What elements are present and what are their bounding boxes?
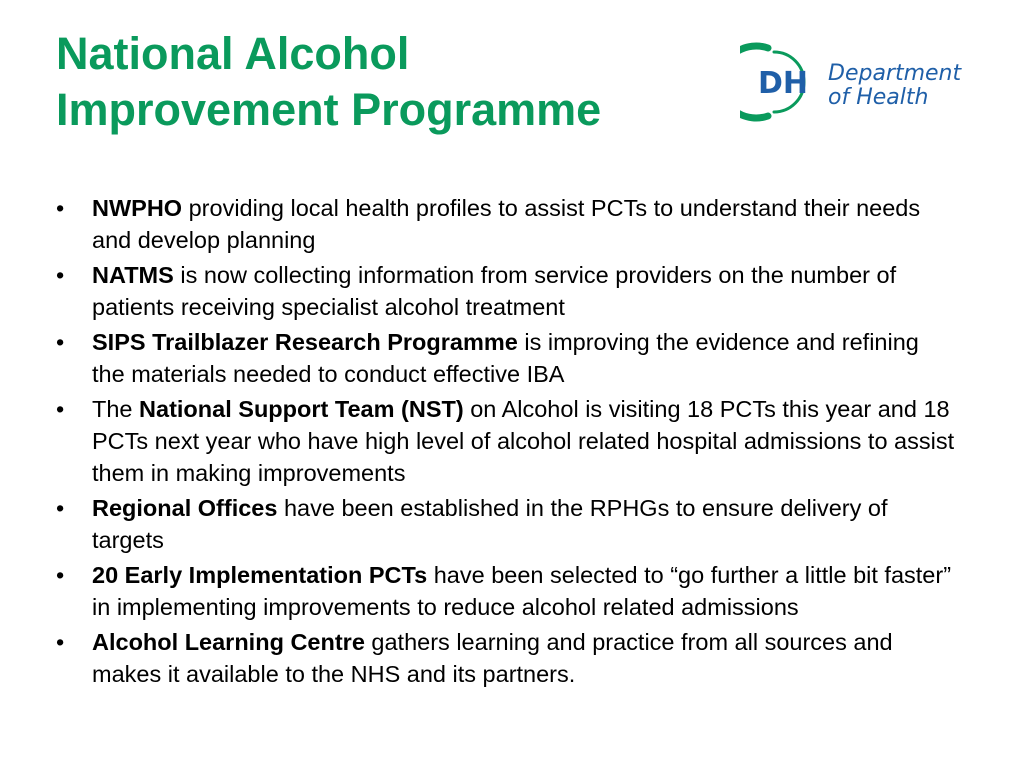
- bullet-rest: is now collecting information from service providers on the number of patients receiving specialist alcohol treatment: [92, 262, 897, 320]
- bullet-glyph: •: [56, 262, 65, 288]
- title-line-2: Improvement Programme: [56, 84, 602, 135]
- bullet-glyph: •: [56, 195, 65, 221]
- bullet-item-early-implementation: [56, 559, 956, 623]
- bullet-bold: SIPS Trailblazer Research Programme: [92, 329, 518, 355]
- bullet-glyph: •: [56, 396, 65, 422]
- bullet-glyph: •: [56, 562, 65, 588]
- bullet-item-nst: [56, 393, 956, 489]
- bullet-item-sips: [56, 326, 956, 390]
- bullet-pre: The: [92, 396, 140, 422]
- bullet-rest: have been selected to “go further a little bit faster” in implementing improvements to reduce alcohol related admissions: [92, 562, 952, 620]
- bullet-bold: NWPHO: [92, 195, 183, 221]
- bullet-item-nwpho: [56, 192, 956, 256]
- dh-logo-mark-icon: [740, 40, 830, 124]
- bullet-glyph: •: [56, 629, 65, 655]
- dh-logo-letters: DH: [757, 66, 809, 101]
- logo-text-line-2: of Health: [828, 85, 929, 110]
- bullet-rest: have been established in the RPHGs to ensure delivery of targets: [92, 495, 888, 553]
- bullet-bold: National Support Team (NST): [139, 396, 464, 422]
- bullet-glyph: •: [56, 495, 65, 521]
- bullet-rest: on Alcohol is visiting 18 PCTs this year and 18 PCTs next year who have high level of alcohol related hospital admissions to assist them in making improvements: [92, 396, 955, 486]
- bullet-item-learning-centre: [56, 626, 956, 690]
- bullet-bold: Alcohol Learning Centre: [92, 629, 365, 655]
- title-line-1: National Alcohol: [56, 28, 410, 79]
- bullet-bold: Regional Offices: [92, 495, 278, 521]
- bullet-bold: 20 Early Implementation PCTs: [92, 562, 428, 588]
- bullet-item-regional-offices: [56, 492, 956, 556]
- bullet-rest: gathers learning and practice from all sources and makes it available to the NHS and its partners.: [92, 629, 893, 687]
- bullet-rest: providing local health profiles to assist PCTs to understand their needs and develop planning: [92, 195, 921, 253]
- department-of-health-wordmark: [828, 62, 961, 110]
- bullet-bold: NATMS: [92, 262, 174, 288]
- logo-text-line-1: Department: [828, 61, 962, 86]
- bullet-list: [56, 192, 956, 693]
- bullet-item-natms: [56, 259, 956, 323]
- bullet-glyph: •: [56, 329, 65, 355]
- slide-title: [56, 26, 716, 138]
- bullet-rest: is improving the evidence and refining the materials needed to conduct effective IBA: [92, 329, 919, 387]
- department-of-health-logo: [740, 40, 980, 124]
